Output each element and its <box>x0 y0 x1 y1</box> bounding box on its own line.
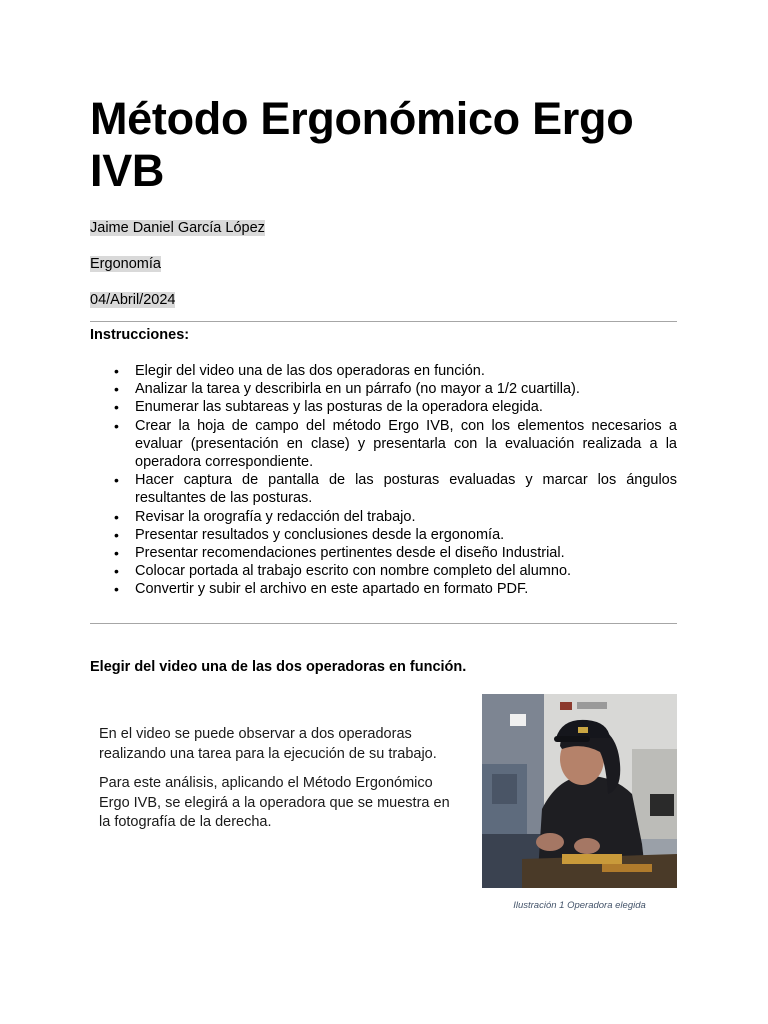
instructions-heading: Instrucciones: <box>90 327 190 343</box>
instruction-item: • Crear la hoja de campo del método Ergo IVB, con los elementos necesarios a evaluar (presentación en clase) y presentarla con la evaluación realizada a la operadora correspondiente. <box>114 417 677 471</box>
instruction-item: • Convertir y subir el archivo en este apartado en formato PDF. <box>114 581 529 598</box>
instruction-item: • Elegir del video una de las dos operadoras en función. <box>114 363 485 379</box>
instruction-item: • Analizar la tarea y describirla en un párrafo (no mayor a 1/2 cuartilla). <box>114 381 580 398</box>
instruction-item: • Colocar portada al trabajo escrito con nombre completo del alumno. <box>114 563 572 580</box>
instruction-item: • Presentar resultados y conclusiones desde la ergonomía. <box>114 526 505 543</box>
bullet-icon: • <box>114 399 119 416</box>
bullet-icon: • <box>114 363 119 379</box>
operator-photo <box>482 694 677 888</box>
section-body <box>99 725 459 843</box>
operator-photo-illustration <box>482 694 677 888</box>
date-line <box>90 291 175 309</box>
subject-line <box>90 255 161 273</box>
bullet-icon: • <box>114 526 119 543</box>
subject-name: Ergonomía <box>90 256 161 272</box>
author-line <box>90 219 265 237</box>
instruction-item: • Presentar recomendaciones pertinentes desde el diseño Industrial. <box>114 545 565 562</box>
bullet-icon: • <box>114 472 119 489</box>
bullet-icon: • <box>114 381 119 398</box>
bottom-divider <box>90 623 677 624</box>
document-date: 04/Abril/2024 <box>90 292 176 308</box>
photo-caption: Ilustración 1 Operadora elegida <box>513 900 646 911</box>
instructions-list <box>90 362 677 599</box>
section-heading: Elegir del video una de las dos operadoras en función. <box>90 659 467 675</box>
bullet-icon: • <box>114 508 119 525</box>
body-paragraph: Para este análisis, aplicando el Método Ergonómico Ergo IVB, se elegirá a la operadora que se muestra en la fotografía de la derecha. <box>99 775 450 830</box>
instruction-item: • Enumerar las subtareas y las posturas de la operadora elegida. <box>114 399 543 416</box>
bullet-icon: • <box>114 581 119 598</box>
body-paragraph: En el video se puede observar a dos operadoras realizando una tarea para la ejecución de su trabajo. <box>99 726 437 762</box>
bullet-icon: • <box>114 563 119 580</box>
bullet-icon: • <box>114 417 119 434</box>
bullet-icon: • <box>114 545 119 562</box>
top-divider <box>90 321 677 322</box>
instruction-item: • Hacer captura de pantalla de las posturas evaluadas y marcar los ángulos resultantes de las posturas. <box>114 472 677 507</box>
author-name: Jaime Daniel García López <box>90 220 265 236</box>
instruction-item: • Revisar la orografía y redacción del trabajo. <box>114 508 416 525</box>
document-title: Método Ergonómico Ergo IVB <box>90 93 634 196</box>
